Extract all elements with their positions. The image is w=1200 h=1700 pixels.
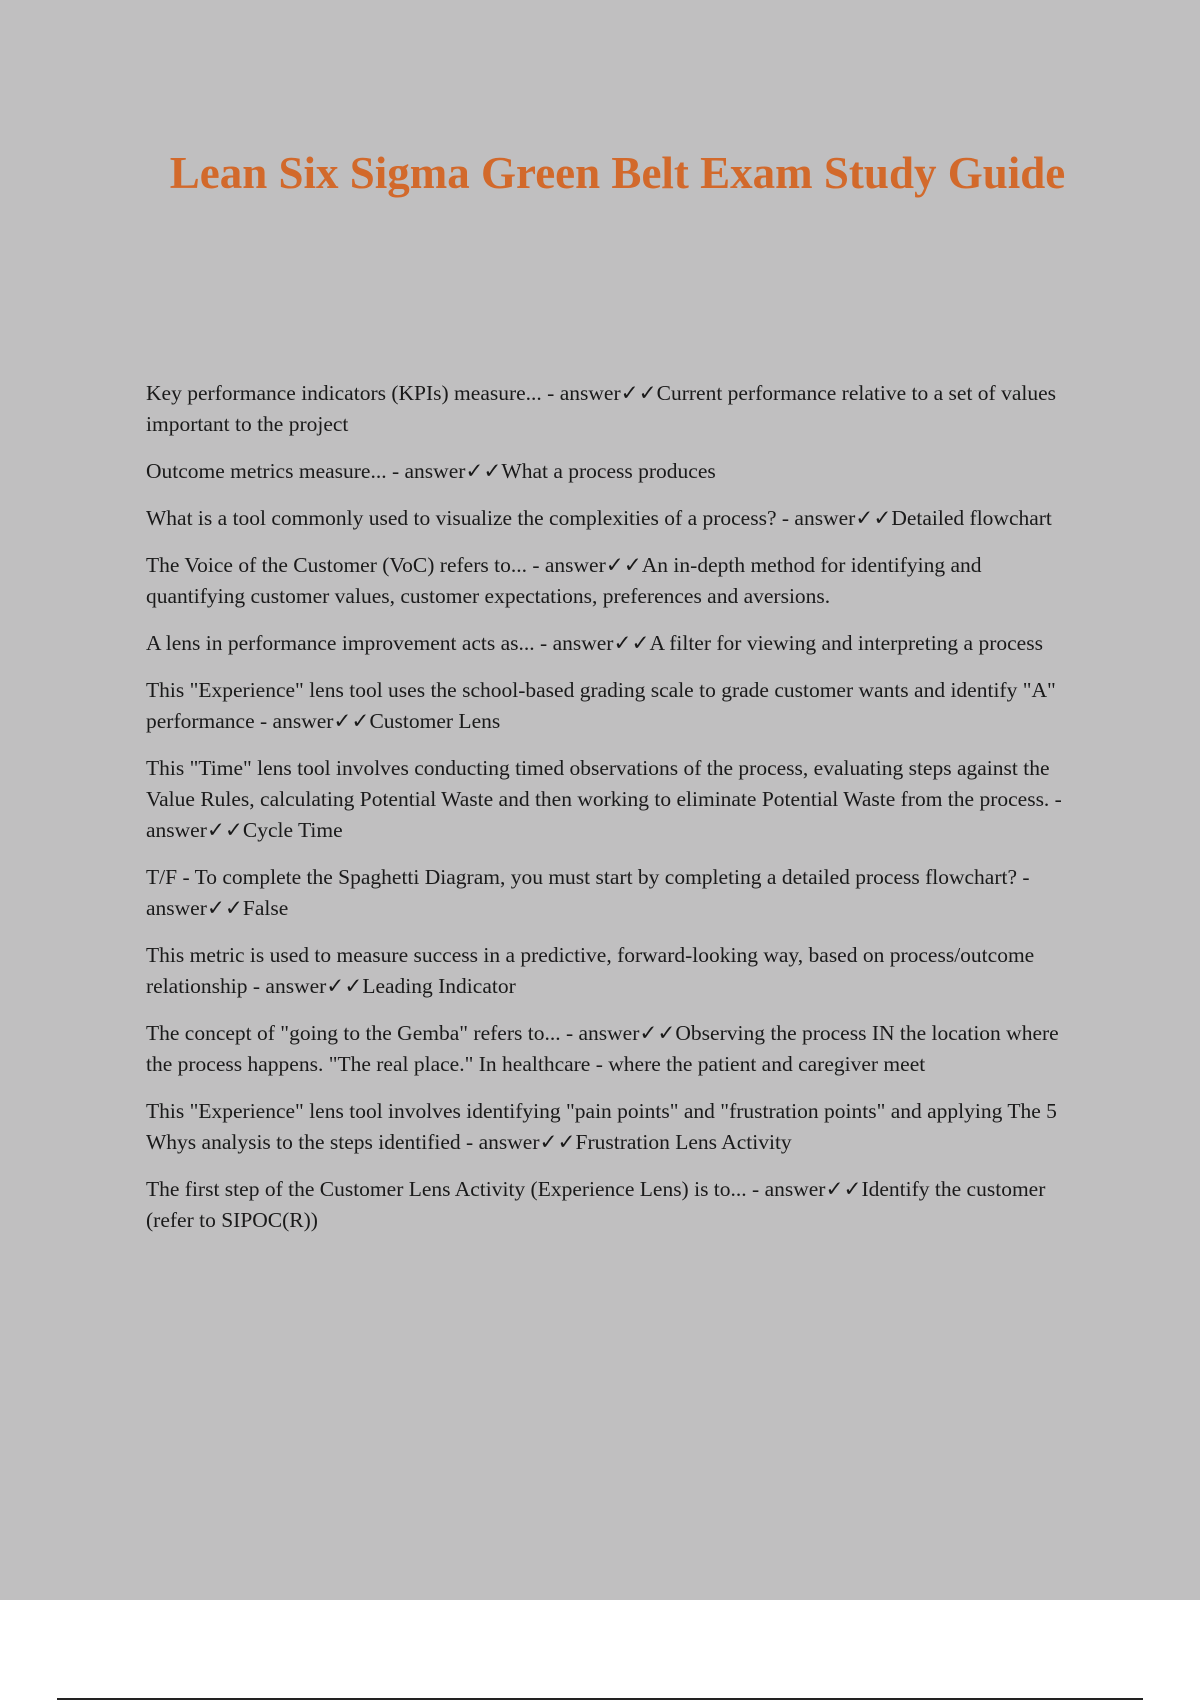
qa-item: The concept of "going to the Gemba" refers to... - answer✓✓Observing the process IN the location where the process happens. "The real place." In healthcare - where the patient and caregiver meet [146,1021,1059,1076]
qa-list [146,378,1081,1252]
qa-item: This "Experience" lens tool uses the school-based grading scale to grade customer wants and identify "A" performance - answer✓✓Customer Lens [146,678,1056,733]
qa-item: This "Time" lens tool involves conducting timed observations of the process, evaluating steps against the Value Rules, calculating Potential Waste and then working to eliminate Potential Waste from the process. - answer✓✓Cycle Time [146,756,1062,842]
qa-item: T/F - To complete the Spaghetti Diagram, you must start by completing a detailed process flowchart? - answer✓✓False [146,865,1030,920]
qa-item: What is a tool commonly used to visualize the complexities of a process? - answer✓✓Detailed flowchart [146,506,1052,530]
qa-item: Outcome metrics measure... - answer✓✓What a process produces [146,459,716,483]
qa-item: The Voice of the Customer (VoC) refers to... - answer✓✓An in-depth method for identifying and quantifying customer values, customer expectations, preferences and aversions. [146,553,982,608]
qa-item: The first step of the Customer Lens Activity (Experience Lens) is to... - answer✓✓Identify the customer (refer to SIPOC(R)) [146,1177,1046,1232]
qa-item: Key performance indicators (KPIs) measure... - answer✓✓Current performance relative to a set of values important to the project [146,381,1057,436]
qa-item: This metric is used to measure success in a predictive, forward-looking way, based on process/outcome relationship - answer✓✓Leading Indicator [146,943,1035,998]
document-title: Lean Six Sigma Green Belt Exam Study Guide [169,148,1066,198]
qa-item: A lens in performance improvement acts as... - answer✓✓A filter for viewing and interpreting a process [146,631,1043,655]
qa-item: This "Experience" lens tool involves identifying "pain points" and "frustration points" and applying The 5 Whys analysis to the steps identified - answer✓✓Frustration Lens Activity [146,1099,1057,1154]
